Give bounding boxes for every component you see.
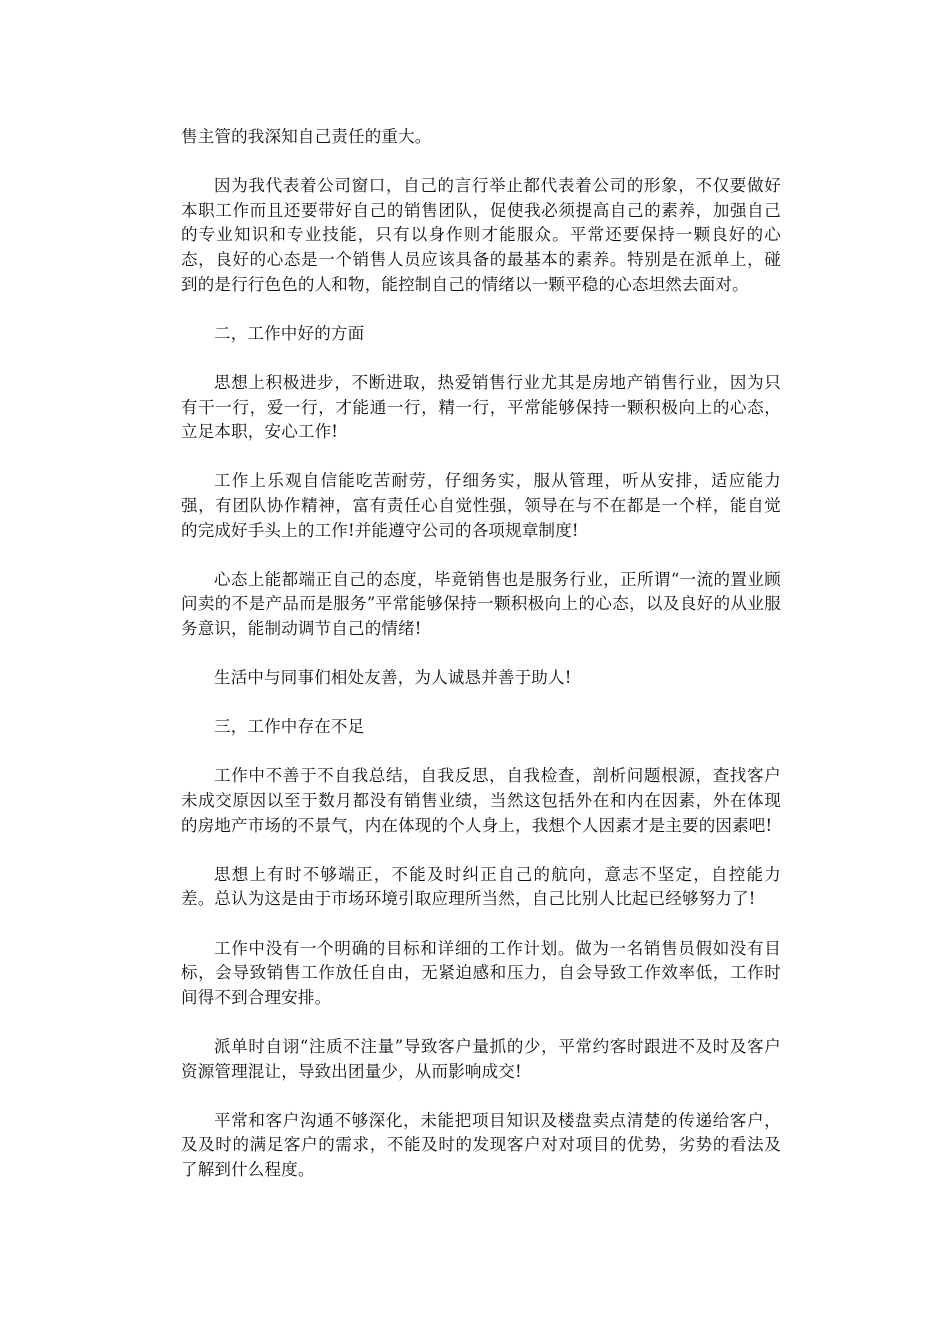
section-heading: 二，工作中好的方面 [214,323,365,343]
paragraph: 工作中没有一个明确的目标和详细的工作计划。做为一名销售员假如没有目标，会导致销售工作放任自由，无紧迫感和压力，自会导致工作效率低，工作时间得不到合理安排。 [181,938,781,1007]
paragraph: 思想上有时不够端正，不能及时纠正自己的航向，意志不坚定，自控能力差。总认为这是由于市场环境引取应理所当然，自己比别人比起已经够努力了! [181,864,781,909]
paragraph: 派单时自诩“注质不注量”导致客户量抓的少，平常约客时跟进不及时及客户资源管理混让，导致出团量少，从而影响成交! [181,1036,781,1081]
paragraph: 售主管的我深知自己责任的重大。 [181,127,432,146]
paragraph: 因为我代表着公司窗口，自己的言行举止都代表着公司的形象，不仅要做好本职工作而且还要带好自己的销售团队，促使我必须提高自己的素养，加强自己的专业知识和专业技能，只有以身作则才能服众。平常还要保持一颗良好的心态，良好的心态是一个销售人员应该具备的最基本的素养。特别是在派单上，碰到的是行行色色的人和物，能控制自己的情绪以一颗平稳的心态坦然去面对。 [181,176,781,294]
paragraph: 思想上积极进步，不断进取，热爱销售行业尤其是房地产销售行业，因为只有干一行，爱一行，才能通一行，精一行，平常能够保持一颗积极向上的心态，立足本职，安心工作! [181,372,781,442]
paragraph: 平常和客户沟通不够深化，未能把项目知识及楼盘卖点清楚的传递给客户，及及时的满足客户的需求，不能及时的发现客户对对项目的优势，劣势的看法及了解到什么程度。 [181,1110,781,1179]
section-heading: 三，工作中存在不足 [214,717,365,737]
paragraph: 生活中与同事们相处友善，为人诚恳并善于助人! [214,668,572,688]
paragraph: 工作中不善于不自我总结，自我反思，自我检查，剖析问题根源，查找客户未成交原因以至于数月都没有销售业绩，当然这包括外在和内在因素，外在体现的房地产市场的不景气，内在体现的个人身上，我想个人因素才是主要的因素吧! [181,766,781,835]
paragraph: 工作上乐观自信能吃苦耐劳，仔细务实，服从管理，听从安排，适应能力强，有团队协作精神，富有责任心自觉性强，领导在与不在都是一个样，能自觉的完成好手头上的工作!并能遵守公司的各项规章制度! [181,471,781,540]
document-body [181,125,781,1207]
paragraph: 心态上能都端正自己的态度，毕竟销售也是服务行业，正所谓“一流的置业顾问卖的不是产品而是服务”平常能够保持一颗积极向上的心态，以及良好的从业服务意识，能制动调节自己的情绪! [181,569,781,638]
